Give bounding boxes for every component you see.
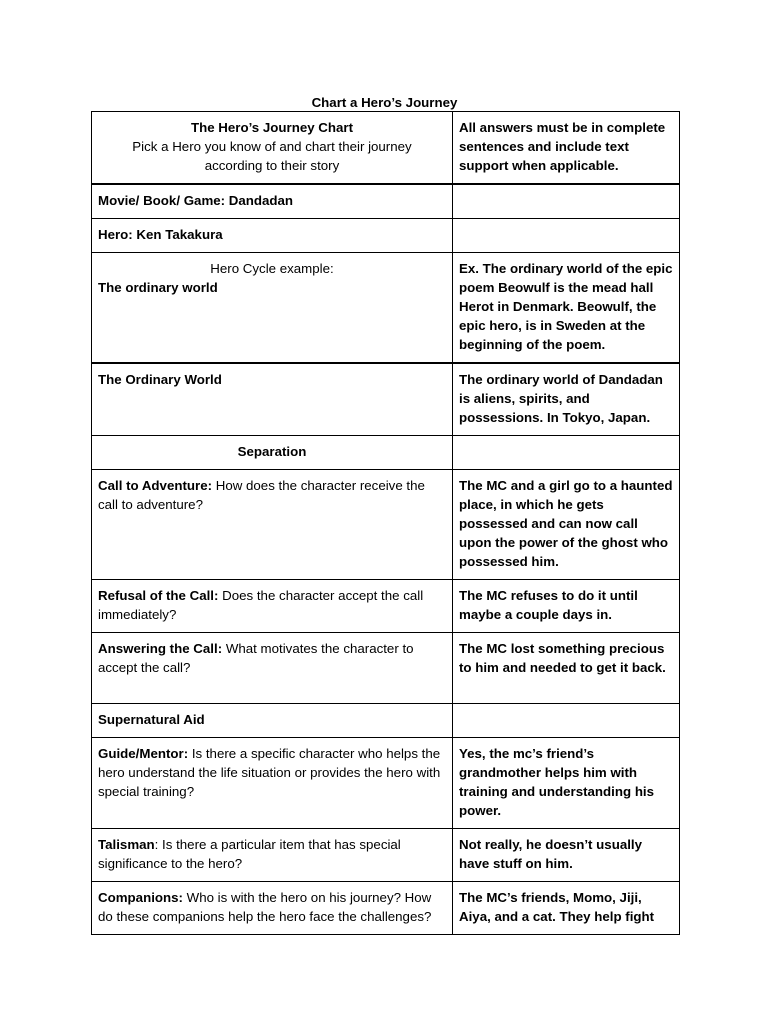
table-row-ordinary-world — [92, 363, 680, 436]
companions-cell — [92, 882, 453, 935]
answering-term: Answering the Call: — [98, 641, 223, 656]
talisman-cell — [92, 829, 453, 882]
talisman-term: Talisman — [98, 837, 155, 852]
call-to-adventure-term: Call to Adventure: — [98, 478, 213, 493]
supernatural-aid-answer — [453, 704, 680, 738]
chart-title: The Hero’s Journey Chart — [190, 120, 354, 135]
hero-label: Hero: Ken Takakura — [92, 219, 453, 253]
refusal-question: Does the character accept the call immediately? — [98, 588, 424, 622]
talisman-question: : Is there a particular item that has special significance to the hero? — [98, 837, 401, 871]
hero-answer — [453, 219, 680, 253]
guide-question: Is there a specific character who helps the hero understand the life situation or provides the hero with special training? — [98, 746, 441, 799]
table-row-hero — [92, 219, 680, 253]
heros-journey-table — [91, 111, 680, 935]
table-row-refusal — [92, 580, 680, 633]
example-stage: The ordinary world — [98, 280, 218, 295]
table-row-header — [92, 112, 680, 185]
table-row-guide — [92, 738, 680, 829]
call-to-adventure-answer: The MC and a girl go to a haunted place, in which he gets possessed and can now call upon the power of the ghost who possessed him. — [453, 470, 680, 580]
table-row-supernatural-aid — [92, 704, 680, 738]
table-row-separation — [92, 436, 680, 470]
table-row-call-to-adventure — [92, 470, 680, 580]
separation-answer — [453, 436, 680, 470]
supernatural-aid-label: Supernatural Aid — [92, 704, 453, 738]
refusal-cell — [92, 580, 453, 633]
talisman-answer: Not really, he doesn’t usually have stuff on him. — [453, 829, 680, 882]
refusal-term: Refusal of the Call: — [98, 588, 219, 603]
ordinary-world-answer: The ordinary world of Dandadan is aliens, spirits, and possessions. In Tokyo, Japan. — [453, 363, 680, 436]
movie-label: Movie/ Book/ Game: Dandadan — [92, 184, 453, 219]
table-row-example — [92, 253, 680, 364]
answer-note: All answers must be in complete sentences and include text support when applicable. — [453, 112, 680, 185]
companions-answer: The MC’s friends, Momo, Jiji, Aiya, and a cat. They help fight — [453, 882, 680, 935]
movie-answer — [453, 184, 680, 219]
answering-answer: The MC lost something precious to him and needed to get it back. — [453, 633, 680, 704]
table-row-companions — [92, 882, 680, 935]
table-row-talisman — [92, 829, 680, 882]
guide-term: Guide/Mentor: — [98, 746, 189, 761]
call-to-adventure-question: How does the character receive the call to adventure? — [98, 478, 425, 512]
example-answer: Ex. The ordinary world of the epic poem Beowulf is the mead hall Herot in Denmark. Beowulf, the epic hero, is in Sweden at the beginning of the poem. — [453, 253, 680, 364]
example-cell — [92, 253, 453, 364]
companions-term: Companions: — [98, 890, 183, 905]
example-heading: Hero Cycle example: — [210, 261, 334, 276]
instructions-line-1: Pick a Hero you know of and chart their journey — [132, 139, 412, 154]
header-cell — [92, 112, 453, 185]
call-to-adventure-cell — [92, 470, 453, 580]
refusal-answer: The MC refuses to do it until maybe a couple days in. — [453, 580, 680, 633]
instructions-line-2: according to their story — [204, 158, 340, 173]
guide-cell — [92, 738, 453, 829]
guide-answer: Yes, the mc’s friend’s grandmother helps him with training and understanding his power. — [453, 738, 680, 829]
table-row-movie — [92, 184, 680, 219]
answering-question: What motivates the character to accept the call? — [98, 641, 414, 675]
document-title: Chart a Hero’s Journey — [311, 95, 458, 110]
answering-cell — [92, 633, 453, 704]
ordinary-world-label: The Ordinary World — [92, 363, 453, 436]
separation-label: Separation — [92, 436, 453, 470]
table-row-answering — [92, 633, 680, 704]
companions-question: Who is with the hero on his journey? How do these companions help the hero face the challenges? — [98, 890, 432, 924]
